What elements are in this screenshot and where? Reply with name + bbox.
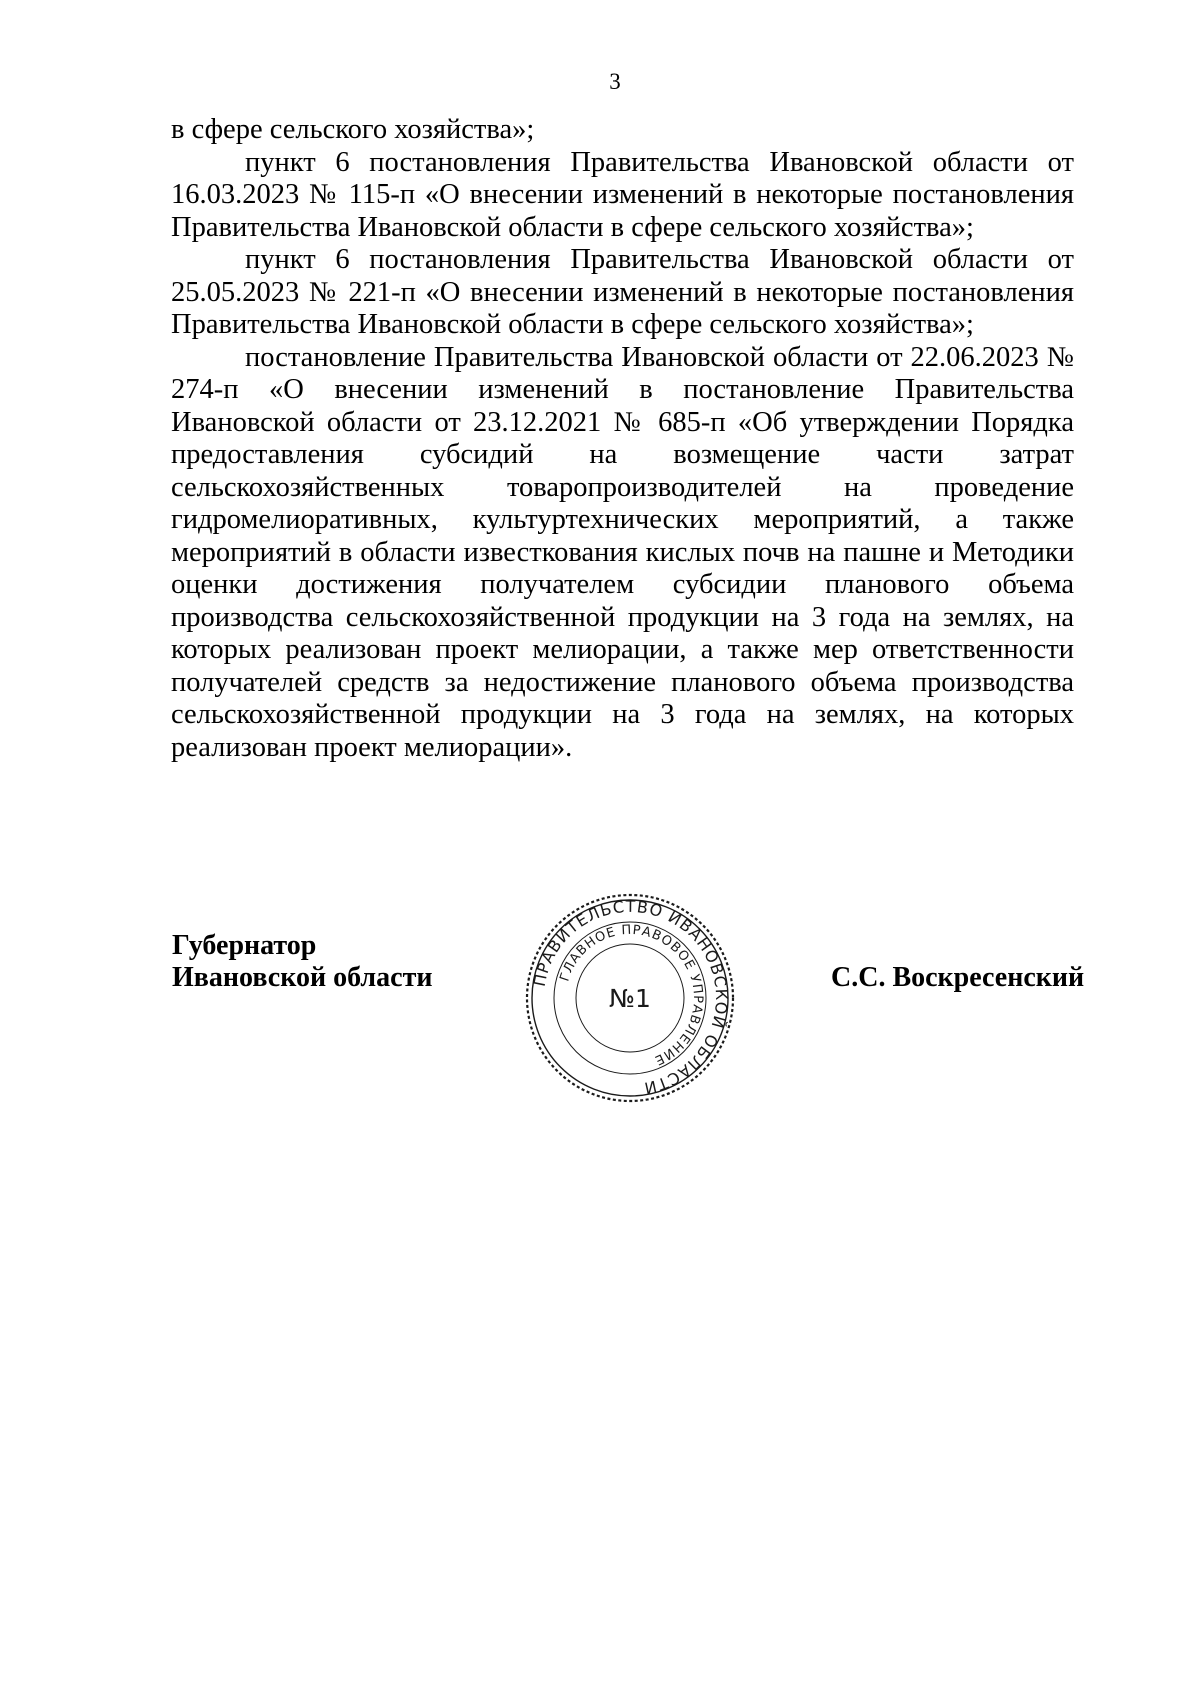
seal-outer-lettering: ПРАВИТЕЛЬСТВО ИВАНОВСКОЙ ОБЛАСТИ bbox=[529, 896, 732, 1098]
paragraph-item-resolution-221: пункт 6 постановления Правительства Ивановской области от 25.05.2023 № 221-п «О внесении изменений в некоторые постановления Правительства Ивановской области в сфере сельского хозяйства»; bbox=[171, 244, 1074, 340]
seal-icon bbox=[520, 888, 740, 1108]
document-body bbox=[171, 114, 1074, 764]
seal-number: №1 bbox=[609, 984, 651, 1013]
paragraph-item-resolution-274: постановление Правительства Ивановской области от 22.06.2023 № 274-п «О внесении изменений в постановление Правительства Ивановской области от 23.12.2021 № 685-п «Об утверждении Порядка предоставления субсидий на возмещение части затрат сельскохозяйственных товаропроизводителей на проведение гидромелиоративных, культуртехнических мероприятий, а также мероприятий в области известкования кислых почв на пашне и Методики оценки достижения получателем субсидии планового объема производства сельскохозяйственной продукции на 3 года на землях, на которых реализован проект мелиорации, а также мер ответственности получателей средств за недостижение планового объема производства сельскохозяйственной продукции на 3 года на землях, на которых реализован проект мелиорации». bbox=[171, 341, 1074, 763]
page-number: 3 bbox=[609, 69, 621, 94]
official-seal bbox=[520, 888, 740, 1108]
signatory-position-line1: Губернатор bbox=[172, 930, 317, 961]
signatory-name: С.С. Воскресенский bbox=[831, 962, 1085, 993]
seal-inner-lettering: ГЛАВНОЕ ПРАВОВОЕ УПРАВЛЕНИЕ bbox=[557, 922, 706, 1068]
signatory-position-line2: Ивановской области bbox=[172, 962, 433, 993]
paragraph-item-resolution-115: пункт 6 постановления Правительства Ивановской области от 16.03.2023 № 115-п «О внесении изменений в некоторые постановления Правительства Ивановской области в сфере сельского хозяйства»; bbox=[171, 146, 1074, 243]
paragraph-continuation: в сфере сельского хозяйства»; bbox=[171, 114, 535, 145]
signatory-position bbox=[172, 930, 432, 994]
